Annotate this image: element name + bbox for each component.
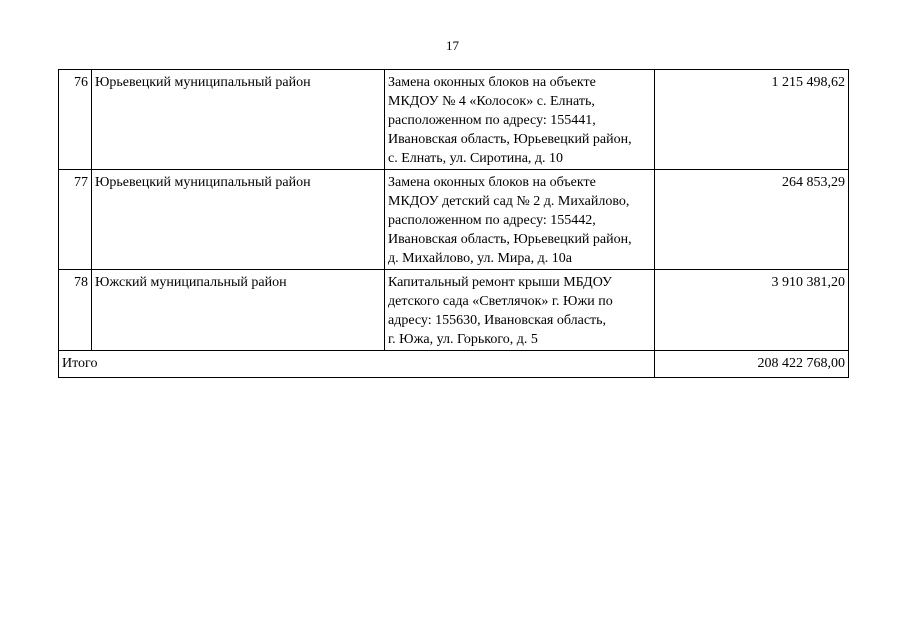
allocation-table (58, 69, 849, 378)
amount-value: 264 853,29 (655, 170, 849, 270)
description-line: расположенном по адресу: 155441, (388, 113, 596, 128)
work-description (385, 70, 655, 170)
row-number: 77 (59, 170, 92, 270)
page-number: 17 (446, 38, 459, 53)
description-line: Капитальный ремонт крыши МБДОУ (388, 275, 612, 290)
description-line: МКДОУ № 4 «Колосок» с. Елнать, (388, 94, 595, 109)
description-line: расположенном по адресу: 155442, (388, 213, 596, 228)
total-amount: 208 422 768,00 (655, 351, 849, 378)
description-line: МКДОУ детский сад № 2 д. Михайлово, (388, 194, 630, 209)
table-row (59, 70, 849, 170)
description-line: Ивановская область, Юрьевецкий район, (388, 232, 632, 247)
description-line: Ивановская область, Юрьевецкий район, (388, 132, 632, 147)
table-row (59, 270, 849, 351)
amount-value: 3 910 381,20 (655, 270, 849, 351)
description-line: Замена оконных блоков на объекте (388, 75, 596, 90)
description-line: детского сада «Светлячок» г. Южи по (388, 294, 613, 309)
work-description (385, 270, 655, 351)
row-number: 76 (59, 70, 92, 170)
amount-value: 1 215 498,62 (655, 70, 849, 170)
district-name: Южский муниципальный район (92, 270, 385, 351)
description-line: г. Южа, ул. Горького, д. 5 (388, 332, 538, 347)
total-label: Итого (59, 351, 655, 378)
work-description (385, 170, 655, 270)
district-name: Юрьевецкий муниципальный район (92, 70, 385, 170)
district-name: Юрьевецкий муниципальный район (92, 170, 385, 270)
description-line: Замена оконных блоков на объекте (388, 175, 596, 190)
total-row (59, 351, 849, 378)
description-line: с. Елнать, ул. Сиротина, д. 10 (388, 151, 564, 166)
description-line: д. Михайлово, ул. Мира, д. 10а (388, 251, 572, 266)
description-line: адресу: 155630, Ивановская область, (388, 313, 607, 328)
row-number: 78 (59, 270, 92, 351)
table-row (59, 170, 849, 270)
